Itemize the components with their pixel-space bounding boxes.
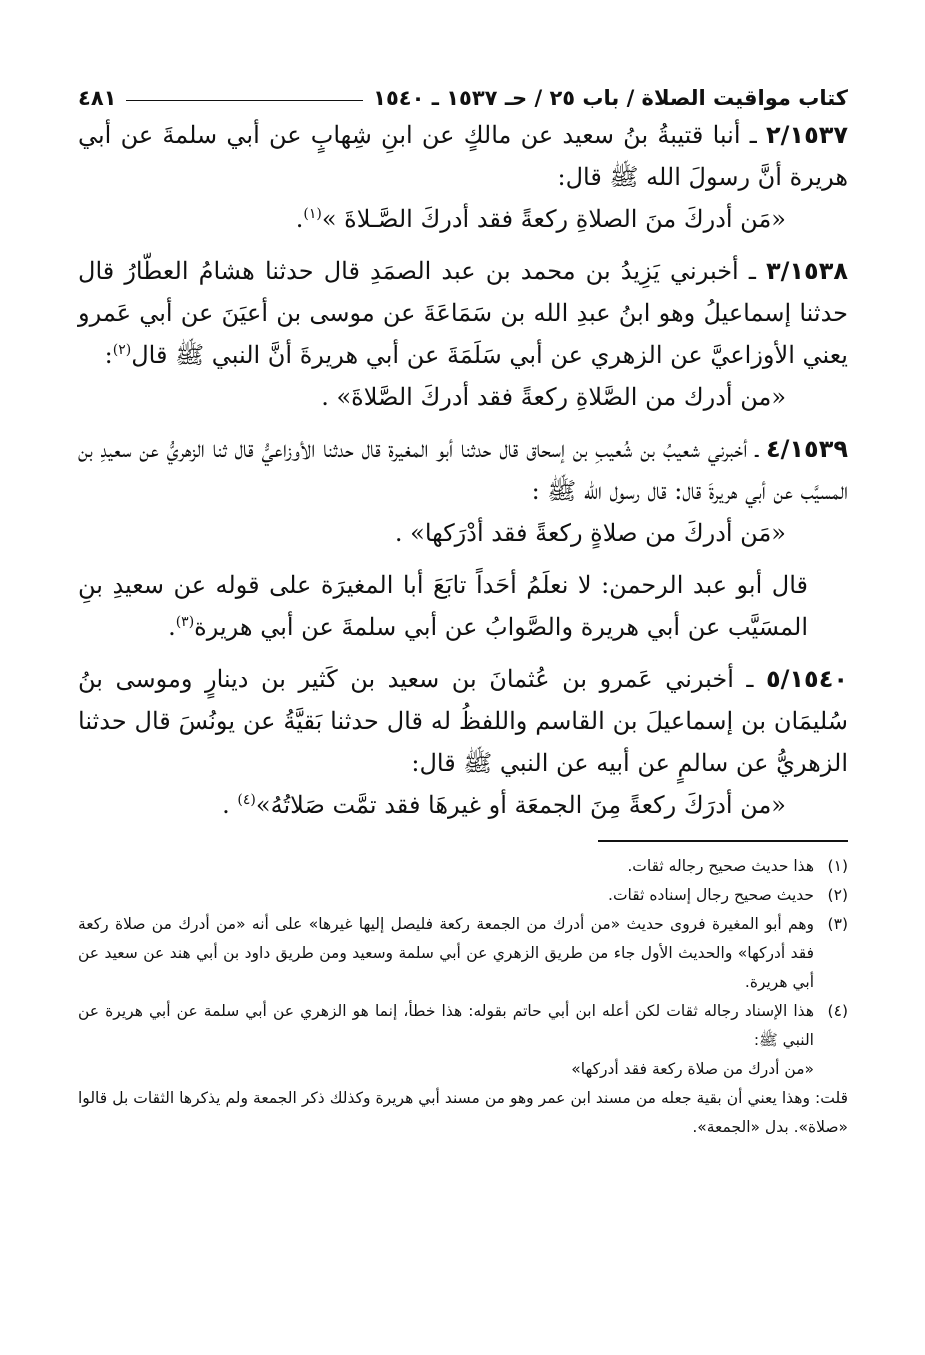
quote-text: «من أدرَكَ ركعةً مِنَ الجمعَة أو غيرهَا فقد تمَّت صَلاتُهُ» — [255, 791, 786, 819]
author-comment — [78, 564, 848, 648]
hadith-number: ٤/١٥٣٩ — [765, 435, 848, 463]
hadith-1538 — [78, 250, 848, 376]
footnote-3 — [78, 910, 848, 997]
page-number: ٤٨١ — [78, 86, 117, 110]
footnote-mark: (٢) — [827, 886, 848, 904]
footnote-mark: (١) — [827, 857, 848, 875]
quote-text: «مَن أدركَ منَ الصلاةِ ركعةً فقد أدركَ الصَّـلاةَ » — [321, 205, 786, 233]
text-end: : — [104, 341, 113, 369]
footnote-ref: (٤) — [237, 792, 256, 808]
footnote-mark: (٣) — [827, 915, 848, 933]
quote-text: «مَن أدركَ من صلاةٍ ركعةً فقد أدْرَكها» . — [394, 519, 786, 547]
footnote-note: قلت: وهذا يعني أن بقية جعله من مسند ابن عمر وهو من مسند أبي هريرة وكذلك ذكر الجمعة ولم يذكرها الثقات بل قالوا «صلاة». بدل «الجمعة». — [78, 1089, 848, 1136]
hadith-number: ٢/١٥٣٧ — [766, 121, 849, 149]
hadith-quote — [78, 784, 848, 826]
hadith-quote — [78, 376, 848, 418]
header-rule — [126, 100, 363, 101]
footnote-mark: (٤) — [827, 1002, 848, 1020]
hadith-text: ـ أنبا قتيبةُ بنُ سعيد عن مالكٍ عن ابنِ شِهابٍ عن أبي سلمةَ عن أبي هريرة أنَّ رسولَ الله ﷺ قال: — [78, 121, 848, 191]
main-text — [78, 114, 848, 826]
footnote-text: حديث صحيح رجال إسناده ثقات. — [608, 886, 814, 904]
text-end: . — [168, 613, 176, 641]
hadith-quote — [78, 512, 848, 554]
running-header — [78, 70, 848, 110]
header-title: كتاب مواقيت الصلاة / باب ٢٥ / حـ ١٥٣٧ ـ ١٥٤٠ — [373, 86, 848, 110]
hadith-1539 — [78, 428, 848, 512]
hadith-quote: «مَن أدركَ منَ الصلاةِ ركعةً فقد أدركَ الصَّـلاةَ »$^{(١)}$. — [295, 205, 786, 233]
footnote-2 — [78, 881, 848, 910]
hadith-text: ـ أخبرني عَمرو بن عُثمانَ بن سعيد بن كَثير بن دينارٍ وموسى بنُ سُليمَان بن إسماعيلَ بن القاسم واللفظُ له قال حدثنا بَقيَّةُ عن يونُسَ قال حدثنا الزهريُّ عن سالمٍ عن أبيه عن النبي ﷺ قال: — [78, 665, 848, 777]
footnote-quote: «من أدرك من صلاة ركعة فقد أدركها» — [571, 1060, 814, 1078]
hadith-text: ـ أخبرني يَزِيدُ بن محمد بن عبد الصمَدِ قال حدثنا هشامُ العطّارُ قال حدثنا إسماعيلُ وهو ابنُ عبدِ الله بن سَمَاعَةَ عن موسى بن أعيَنَ عن أبي عَمرو يعني الأوزاعيَّ عن الزهري عن أبي سَلَمَةَ عن أبي هريرةَ أنَّ النبي ﷺ قال — [78, 257, 848, 369]
quote-end: . — [222, 791, 238, 819]
hadith-1540 — [78, 658, 848, 784]
book-page — [78, 70, 848, 1142]
comment-text: قال أبو عبد الرحمن: لا نعلَمُ أحَداً تابَعَ أبا المغيرَة على قوله عن سعيدِ بنِ المسَيَّب عن أبي هريرة والصَّوابُ عن أبي سلمةَ عن أبي هريرة — [78, 571, 808, 641]
footnote-4 — [78, 997, 848, 1055]
footnote-text: هذا الإسناد رجاله ثقات لكن أعله ابن أبي حاتم بقوله: هذا خطأ، إنما هو الزهري عن أبي سلمة عن أبي هريرة عن النبي ﷺ: — [78, 1002, 814, 1049]
footnote-divider — [598, 840, 848, 842]
hadith-number: ٣/١٥٣٨ — [765, 257, 848, 285]
footnote-text: وهم أبو المغيرة فروى حديث «من أدرك من الجمعة ركعة فليصل إليها غيرها» على أنه «من أدرك من صلاة ركعة فقد أدركها» والحديث الأول جاء من طريق الزهري عن أبي سلمة وسعيد ومن طريق داود بن أبي هند عن سعيد عن أبي هريرة. — [78, 915, 814, 991]
footnote-ref: (٢) — [112, 342, 132, 358]
footnote-ref: (١) — [303, 206, 322, 222]
quote-text: «من أدرك من الصَّلاةِ ركعةً فقد أدركَ الصَّلاةَ» . — [321, 383, 786, 411]
hadith-number: ٥/١٥٤٠ — [765, 665, 848, 693]
footnote-ref: (٣) — [175, 614, 195, 630]
footnotes — [78, 852, 848, 1142]
hadith-1537 — [78, 114, 848, 198]
footnote-1 — [78, 852, 848, 881]
hadith-text: ـ أخبرني شعيبُ بن شُعيبِ بن إسحاق قال حدثنا أبو المغيرة قال حدثنا الأوزاعيُّ قال ثنا الزهريُّ عن سعيدِ بن المسيَّب عن أبي هريرةَ قال: قال رسول الله ﷺ : — [78, 435, 848, 505]
footnote-text: هذا حديث صحيح رجاله ثقات. — [627, 857, 814, 875]
